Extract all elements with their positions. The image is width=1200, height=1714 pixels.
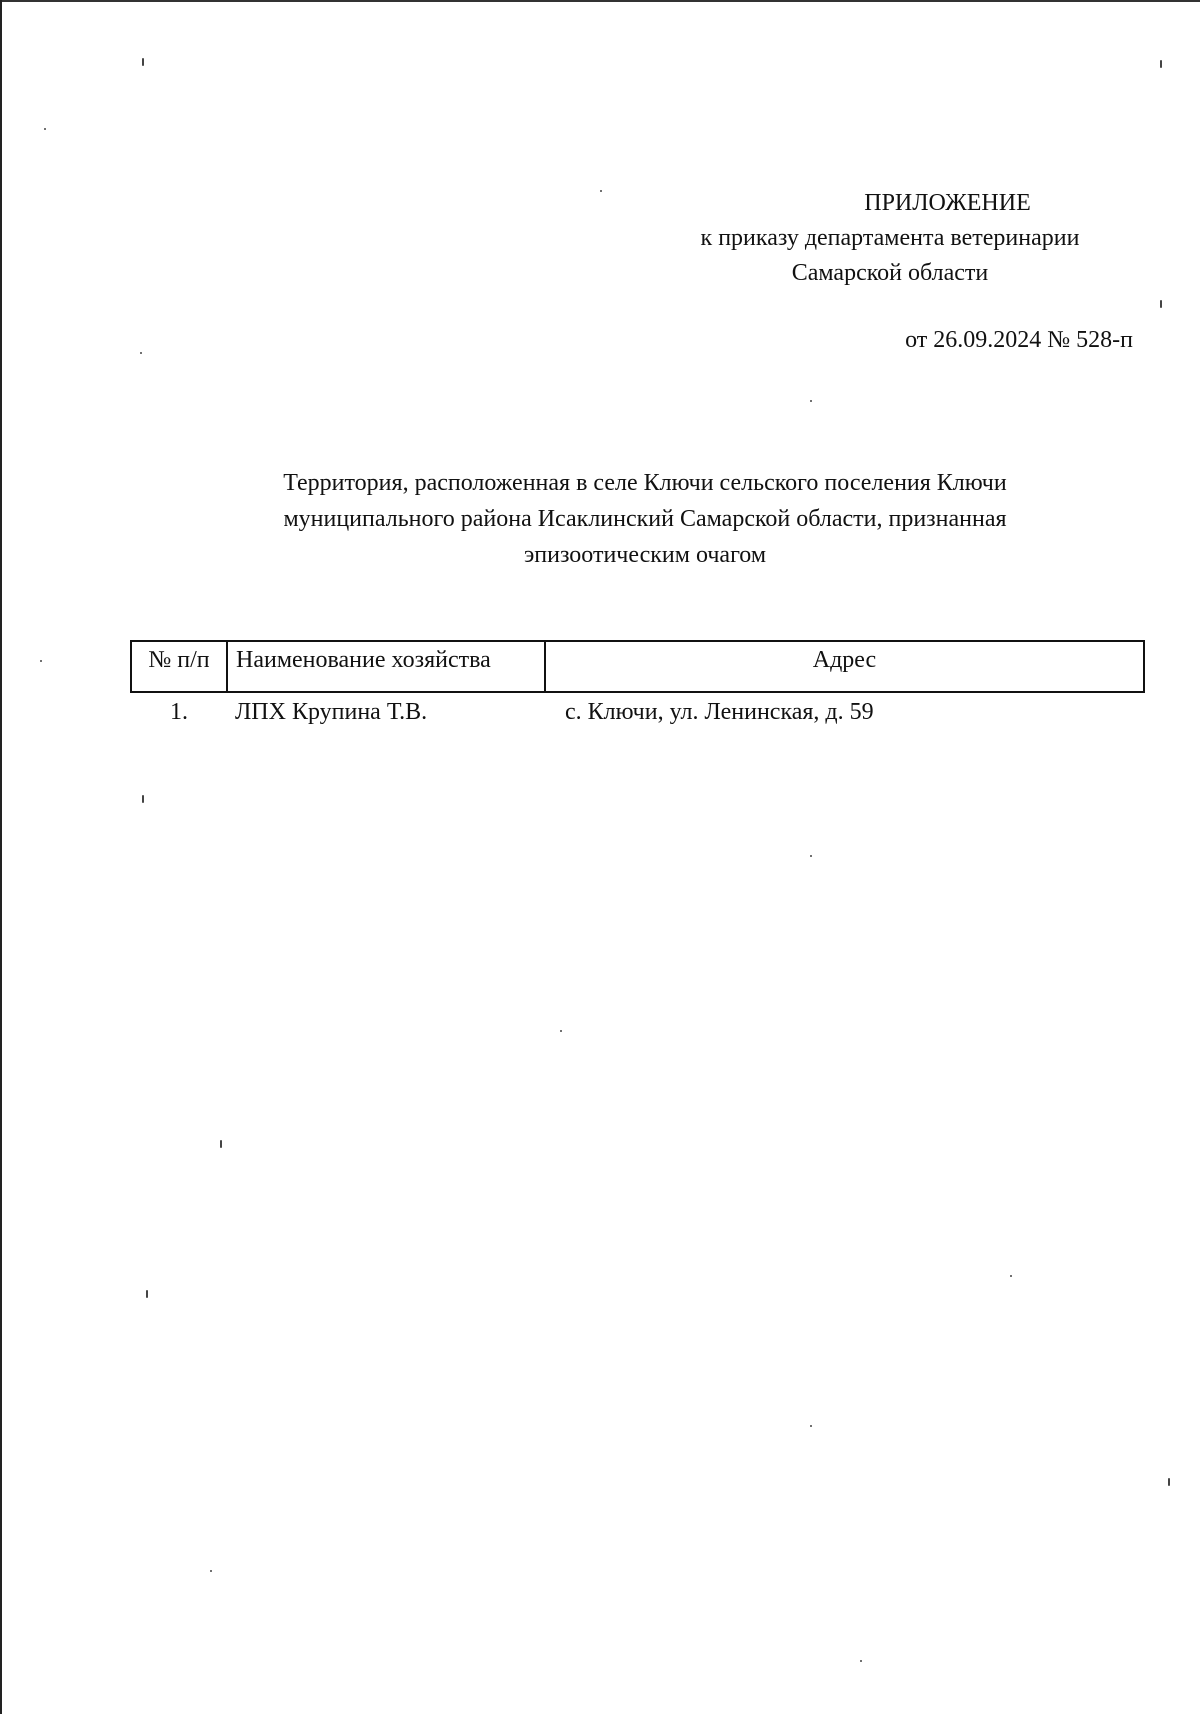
- header-num: № п/п: [131, 641, 227, 692]
- scan-speck: [860, 1660, 862, 1662]
- scan-speck: [810, 1425, 812, 1427]
- document-heading: [200, 465, 1090, 573]
- scan-speck: [220, 1140, 222, 1148]
- scan-speck: [560, 1030, 562, 1032]
- header-name: Наименование хозяйства: [227, 641, 545, 692]
- scan-speck: [1160, 60, 1162, 68]
- scan-speck: [146, 1290, 148, 1298]
- scan-speck: [40, 660, 42, 662]
- table-row: [131, 692, 1144, 732]
- scan-speck: [810, 400, 812, 402]
- scan-speck: [600, 190, 602, 192]
- scan-speck: [142, 58, 144, 66]
- scan-speck: [1168, 1478, 1170, 1486]
- table-header-row: [131, 641, 1144, 692]
- heading-line-1: Территория, расположенная в селе Ключи сельского поселения Ключи: [283, 470, 1007, 496]
- scan-top-edge: [0, 0, 1200, 2]
- farm-table: [130, 640, 1145, 732]
- scan-speck: [142, 795, 144, 803]
- appendix-block: [640, 186, 1140, 291]
- scan-speck: [210, 1570, 212, 1572]
- appendix-line-2: Самарской области: [791, 260, 989, 286]
- scan-speck: [44, 128, 46, 130]
- order-reference: от 26.09.2024 № 528-п: [905, 327, 1133, 353]
- scan-left-edge: [0, 0, 2, 1714]
- appendix-title: ПРИЛОЖЕНИЕ: [864, 190, 1031, 216]
- scan-speck: [1160, 300, 1162, 308]
- cell-num: 1.: [170, 699, 188, 725]
- scan-speck: [810, 855, 812, 857]
- scan-speck: [1010, 1275, 1012, 1277]
- heading-line-2: муниципального района Исаклинский Самарской области, признанная: [283, 506, 1007, 532]
- heading-line-3: эпизоотическим очагом: [523, 542, 767, 568]
- header-address: Адрес: [545, 641, 1144, 692]
- cell-name: ЛПХ Крупина Т.В.: [235, 699, 428, 725]
- appendix-line-1: к приказу департамента ветеринарии: [700, 225, 1080, 251]
- scan-speck: [140, 352, 142, 354]
- cell-address: с. Ключи, ул. Ленинская, д. 59: [565, 699, 874, 725]
